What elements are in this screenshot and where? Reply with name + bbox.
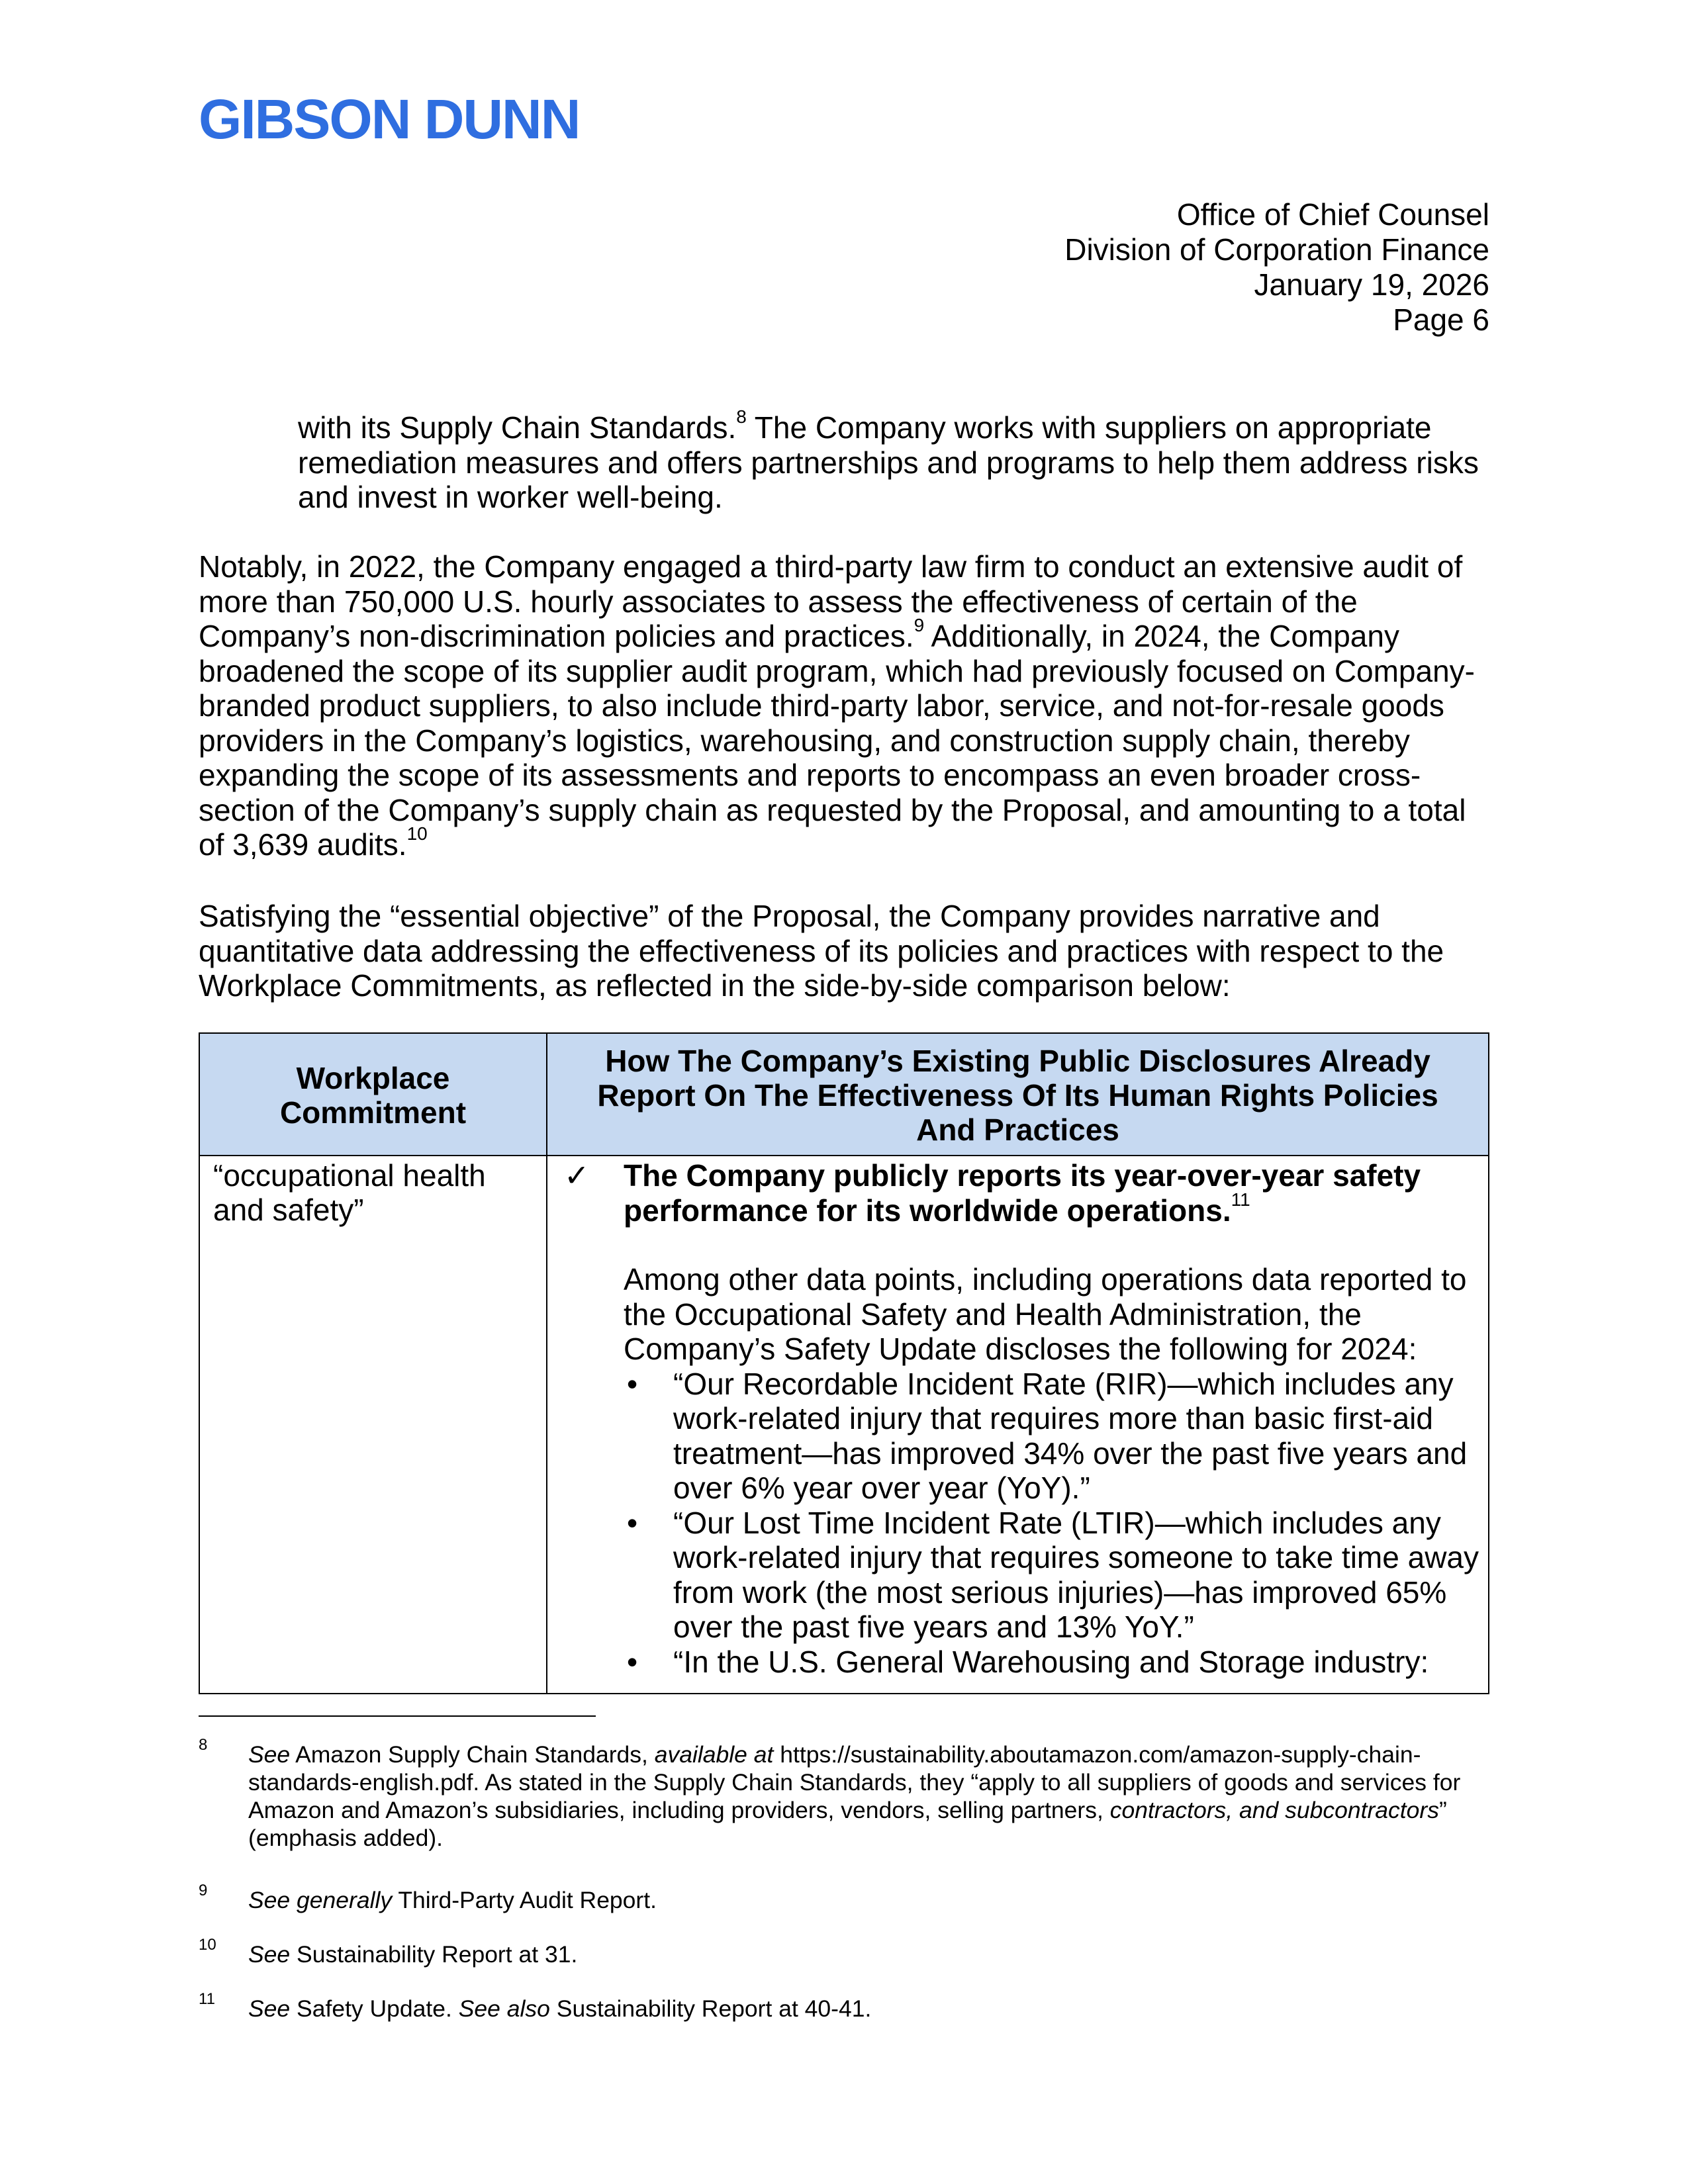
footnote-number: 11 <box>199 1990 215 2008</box>
list-item: • “Our Recordable Incident Rate (RIR)—which includes any work-related injury that requires more than basic first-aid treatment—has improved 34% over the past five years and over 6% year over year (YoY).” <box>627 1366 1468 1505</box>
footnote-8 <box>199 1736 1489 1853</box>
footnote-number: 9 <box>199 1882 208 1899</box>
disclosure-cell <box>561 1158 1487 1694</box>
firm-logo: GIBSON DUNN <box>199 88 580 150</box>
list-item: • “In the U.S. General Warehousing and Storage industry: <box>627 1644 1429 1679</box>
header-workplace-commitment: Workplace Commitment <box>279 1060 467 1130</box>
footnote-ref-11[interactable]: 11 <box>1231 1189 1250 1210</box>
continued-paragraph: with its Supply Chain Standards.$^8$ The Company works with suppliers on appropriate remediation measures and offers partnerships and programs to help them address risks and invest in worker well-being. <box>298 406 1479 514</box>
letter-header <box>1064 197 1489 338</box>
footnote-text: See Amazon Supply Chain Standards, available at https://sustainability.aboutamazon.com/amazon-supply-chain-standards-english.pdf. As stated in the Supply Chain Standards, they “apply to all suppliers of goods and services for Amazon and Amazon’s subsidiaries, including providers, vendors, selling partners, contractors, and subcontractors” (emphasis added). <box>248 1741 1461 1851</box>
footnote-ref-8[interactable]: 8 <box>736 406 747 427</box>
bullet-icon: • <box>627 1505 638 1540</box>
commitment-cell: “occupational health and safety” <box>213 1158 486 1227</box>
footnote-ref-10[interactable]: 10 <box>406 823 428 844</box>
header-existing-disclosures: How The Company’s Existing Public Disclosures Already Report On The Effectiveness Of Its Human Rights Policies And Practices <box>597 1043 1438 1147</box>
footnote-separator <box>199 1715 596 1717</box>
bullet-icon: • <box>627 1366 638 1401</box>
comparison-table <box>199 1032 1489 1694</box>
footnote-text: See Safety Update. See also Sustainability Report at 40-41. <box>248 1995 872 2022</box>
header-date: January 19, 2026 <box>1254 267 1489 302</box>
checkmark-icon: ✓ <box>564 1158 590 1193</box>
satisfying-paragraph: Satisfying the “essential objective” of the Proposal, the Company provides narrative and quantitative data addressing the effectiveness of its policies and practices with respect to the Workplace Commitments, as reflected in the side-by-side comparison below: <box>199 899 1444 1003</box>
footnote-number: 10 <box>199 1936 216 1954</box>
header-division: Division of Corporation Finance <box>1064 232 1489 267</box>
footnote-text: See generally Third-Party Audit Report. <box>248 1887 657 1913</box>
footnote-ref-9[interactable]: 9 <box>914 615 925 635</box>
notably-paragraph: Notably, in 2022, the Company engaged a third-party law firm to conduct an extensive audit of more than 750,000 U.S. hourly associates to assess the effectiveness of certain of the Company’s non-discrimination policies and practices.$^9$ Additionally, in 2024, the Company broadened the scope of its supplier audit program, which had previously focused on Company-branded product suppliers, to also include third-party labor, service, and not-for-resale goods providers in the Company’s logistics, warehousing, and construction supply chain, thereby expanding the scope of its assessments and reports to encompass an even broader cross-section of the Company’s supply chain as requested by the Proposal, and amounting to a total of 3,639 audits.$^{10}$ <box>199 549 1476 862</box>
header-page-number: Page 6 <box>1393 302 1489 337</box>
bullet-icon: • <box>627 1644 638 1679</box>
disclosure-intro: Among other data points, including operations data reported to the Occupational Safety and Health Administration, the Company’s Safety Update discloses the following for 2024: <box>624 1262 1467 1366</box>
footnote-text: See Sustainability Report at 31. <box>248 1941 578 1968</box>
check-item: ✓ The Company publicly reports its year-over-year safety performance for its worldwide operations.$^{11}$ <box>564 1158 1421 1228</box>
footnote-number: 8 <box>199 1736 208 1754</box>
header-office: Office of Chief Counsel <box>1176 197 1489 232</box>
list-item: • “Our Lost Time Incident Rate (LTIR)—which includes any work-related injury that requires someone to take time away from work (the most serious injuries)—has improved 65% over the past five years and 13% YoY.” <box>627 1505 1479 1644</box>
